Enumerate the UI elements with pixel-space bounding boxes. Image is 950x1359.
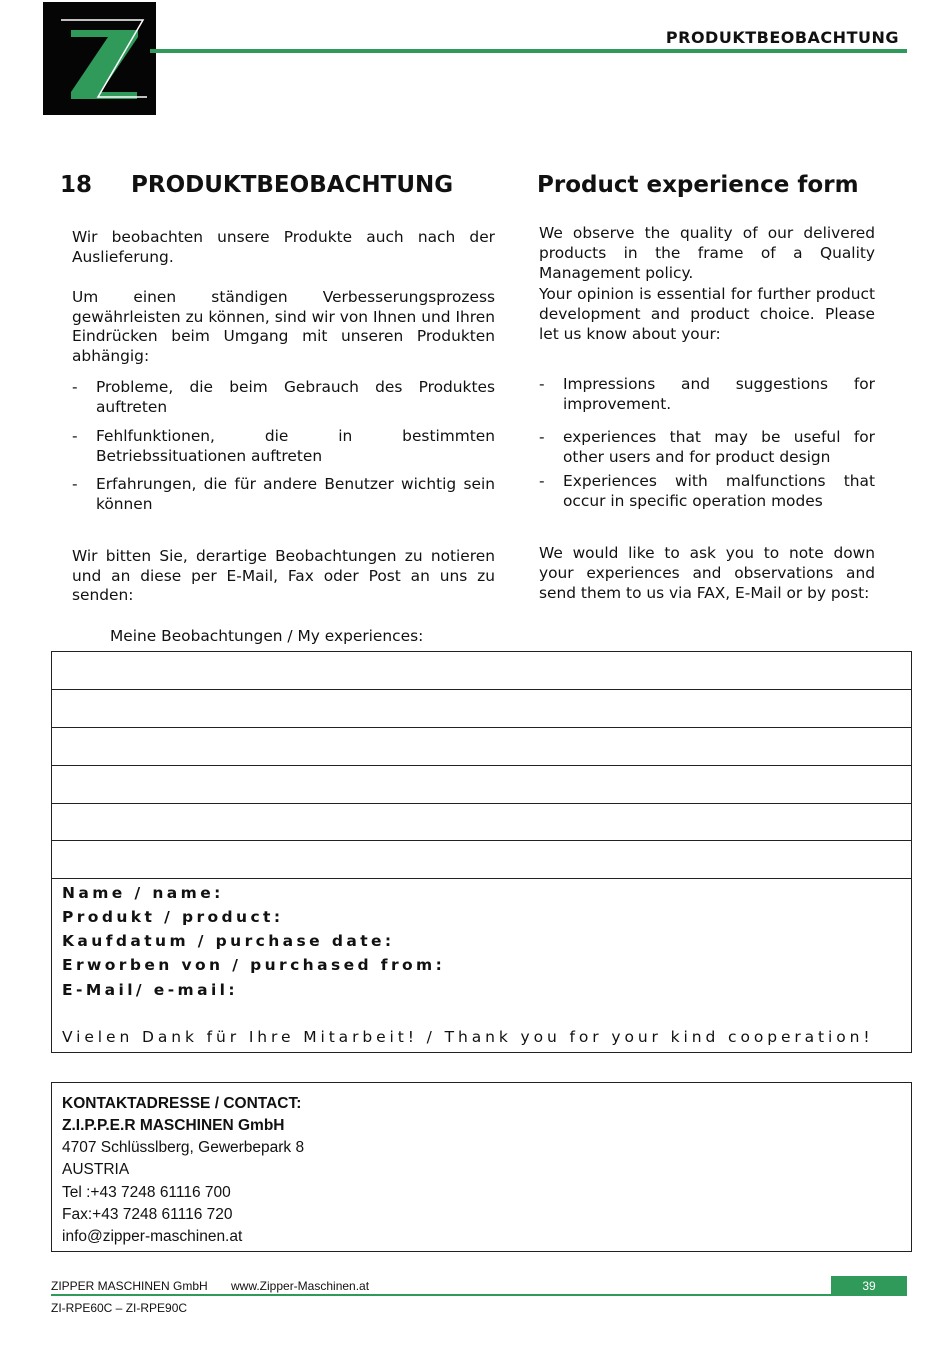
footer-website-link[interactable]: www.Zipper-Maschinen.at — [231, 1279, 370, 1293]
bullet-dash: - — [72, 475, 78, 493]
de-bullet-text: Probleme, die beim Gebrauch des Produktes auftreten — [96, 378, 495, 416]
bullet-dash: - — [72, 378, 78, 396]
contact-country: AUSTRIA — [62, 1161, 130, 1178]
footer-model: ZI-RPE60C – ZI-RPE90C — [51, 1301, 188, 1315]
thank-you-note: Vielen Dank für Ihre Mitarbeit! / Thank you for your kind cooperation! — [62, 1028, 874, 1046]
writing-line[interactable] — [52, 803, 911, 804]
email-field[interactable]: E-Mail/ e-mail: — [62, 981, 238, 999]
contact-fax: Fax:+43 7248 61116 720 — [62, 1206, 233, 1223]
name-field[interactable]: Name / name: — [62, 884, 224, 902]
en-bullet-3 — [539, 471, 875, 511]
en-bullet-text: experiences that may be useful for other users and for product design — [563, 428, 875, 466]
contact-box — [51, 1082, 912, 1252]
contact-heading: KONTAKTADRESSE / CONTACT: — [62, 1095, 302, 1112]
en-bullet-text: Experiences with malfunctions that occur in specific operation modes — [563, 472, 875, 510]
writing-line[interactable] — [52, 727, 911, 728]
en-request: We would like to ask you to note down your experiences and observations and send them to us via FAX, E-Mail or by post: — [539, 544, 875, 602]
en-intro: We observe the quality of our delivered products in the frame of a Quality Management policy. — [539, 224, 875, 282]
bullet-dash: - — [72, 427, 78, 445]
header-title: PRODUKTBEOBACHTUNG — [665, 28, 899, 47]
de-bullet-text: Erfahrungen, die für andere Benutzer wichtig sein können — [96, 475, 495, 513]
en-bullet-text: Impressions and suggestions for improvement. — [563, 375, 875, 413]
de-bullet-3 — [72, 475, 495, 514]
de-para2: Um einen ständigen Verbesserungsprozess gewährleisten zu können, sind wir von Ihnen und Ihren Eindrücken beim Umgang mit unseren Produkten abhängig: — [72, 288, 495, 365]
de-bullet-1 — [72, 378, 495, 417]
section-title-de: PRODUKTBEOBACHTUNG — [131, 172, 454, 198]
section-title-en: Product experience form — [537, 172, 859, 198]
writing-line[interactable] — [52, 840, 911, 841]
bullet-dash: - — [539, 472, 545, 490]
footer-company: ZIPPER MASCHINEN GmbH — [51, 1279, 208, 1293]
contact-email[interactable]: info@zipper-maschinen.at — [62, 1228, 243, 1245]
en-bullet-1 — [539, 374, 875, 414]
contact-company: Z.I.P.P.E.R MASCHINEN GmbH — [62, 1117, 285, 1134]
header-rule — [150, 49, 907, 53]
product-field[interactable]: Produkt / product: — [62, 908, 284, 926]
en-para2: Your opinion is essential for further product development and product choice. Please let us know about your: — [539, 285, 875, 343]
experience-form — [51, 651, 912, 1053]
de-intro: Wir beobachten unsere Produkte auch nach der Auslieferung. — [72, 228, 495, 266]
page-number-badge — [831, 1276, 907, 1295]
writing-line[interactable] — [52, 689, 911, 690]
purchased-from-field[interactable]: Erworben von / purchased from: — [62, 956, 446, 974]
contact-tel: Tel :+43 7248 61116 700 — [62, 1184, 231, 1201]
purchase-date-field[interactable]: Kaufdatum / purchase date: — [62, 932, 395, 950]
de-bullet-text: Fehlfunktionen, die in bestimmten Betriebssituationen auftreten — [96, 427, 495, 465]
writing-line[interactable] — [52, 765, 911, 766]
bullet-dash: - — [539, 375, 545, 393]
de-bullet-2 — [72, 427, 495, 466]
section-number: 18 — [60, 172, 93, 198]
zipper-logo-icon — [43, 2, 156, 115]
page-number: 39 — [862, 1279, 876, 1293]
bullet-dash: - — [539, 428, 545, 446]
en-bullet-2 — [539, 427, 875, 467]
form-caption: Meine Beobachtungen / My experiences: — [110, 627, 424, 645]
writing-line[interactable] — [52, 878, 911, 879]
de-request: Wir bitten Sie, derartige Beobachtungen zu notieren und an diese per E-Mail, Fax oder Post an uns zu senden: — [72, 547, 495, 604]
footer-rule — [51, 1294, 907, 1296]
contact-address: 4707 Schlüsslberg, Gewerbepark 8 — [62, 1139, 305, 1156]
